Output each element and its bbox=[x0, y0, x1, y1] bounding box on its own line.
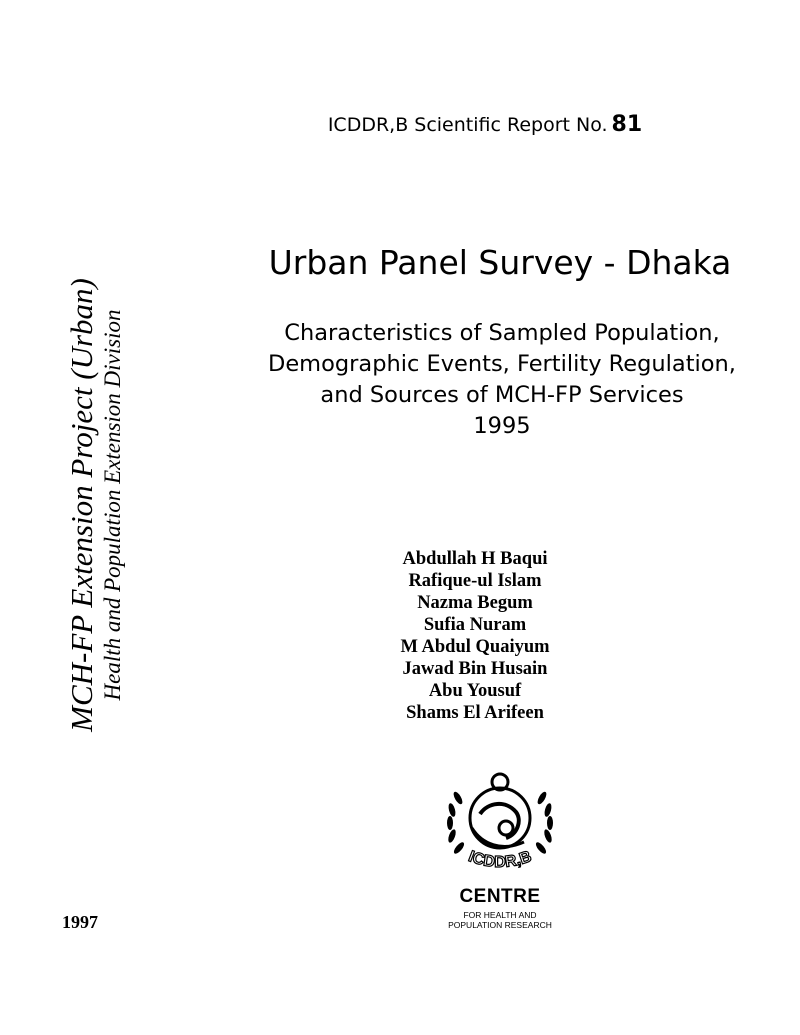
icddrb-logo-icon bbox=[432, 768, 568, 880]
report-title: Urban Panel Survey - Dhaka bbox=[268, 243, 732, 282]
author-name: M Abdul Quaiyum bbox=[400, 637, 550, 657]
author-name: Shams El Arifeen bbox=[406, 703, 544, 723]
report-subtitle bbox=[232, 318, 772, 442]
centre-subtitle bbox=[400, 910, 600, 930]
author-name: Abdullah H Baqui bbox=[402, 549, 548, 569]
author-name: Abu Yousuf bbox=[428, 681, 522, 701]
author-name: Jawad Bin Husain bbox=[402, 659, 548, 679]
author-name: Nazma Begum bbox=[417, 593, 533, 613]
centre-subtitle-line: POPULATION RESEARCH bbox=[448, 920, 552, 930]
centre-name: CENTRE bbox=[459, 886, 541, 907]
subtitle-line: Demographic Events, Fertility Regulation, bbox=[268, 351, 736, 377]
spine-project: MCH-FP Extension Project (Urban) bbox=[64, 278, 99, 732]
author-name: Rafique-ul Islam bbox=[408, 571, 542, 591]
report-number: 81 bbox=[611, 112, 643, 137]
svg-text:ICDDR,B: ICDDR,B bbox=[466, 848, 534, 871]
author-name: Sufia Nuram bbox=[423, 615, 527, 635]
subtitle-line: and Sources of MCH-FP Services bbox=[320, 382, 684, 408]
spine-text bbox=[50, 255, 140, 755]
author-list bbox=[360, 548, 590, 724]
subtitle-line: Characteristics of Sampled Population, bbox=[284, 320, 720, 346]
spine-division: Health and Population Extension Division bbox=[100, 309, 125, 701]
report-number-line bbox=[0, 112, 800, 137]
report-series: ICDDR,B Scientific Report No. bbox=[327, 114, 608, 136]
subtitle-year: 1995 bbox=[473, 413, 531, 439]
publication-year: 1997 bbox=[62, 912, 98, 932]
centre-subtitle-line: FOR HEALTH AND bbox=[463, 910, 537, 920]
